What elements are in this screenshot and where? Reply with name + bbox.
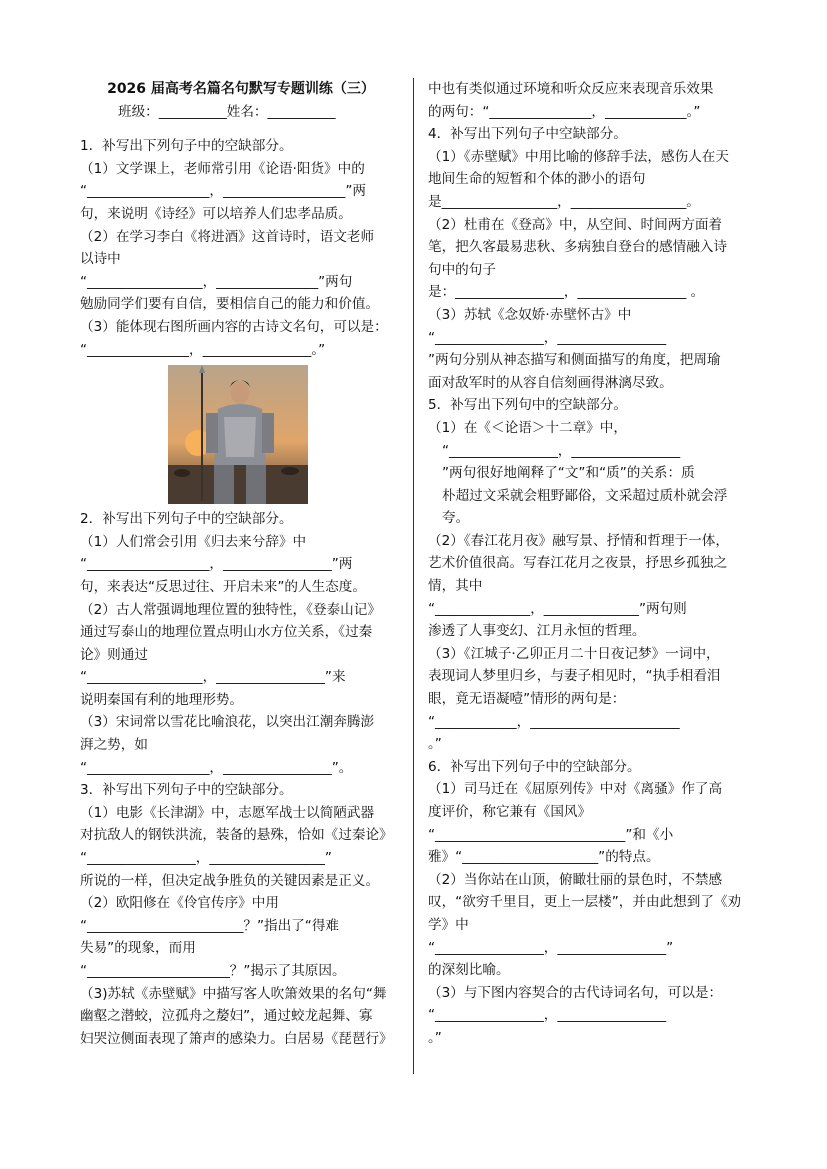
q2-2-prompt: （2）古人常强调地理位置的独特性，《登泰山记》 bbox=[80, 601, 381, 618]
q3-1-text: 对抗敌人的钢铁洪流，装备的悬殊，恰如《过秦论》 bbox=[80, 827, 393, 844]
q5-1-blank: “________________，________________ bbox=[442, 442, 681, 459]
q4-2-text2: 句中的句子 bbox=[428, 261, 496, 278]
q5-3-end: 。” bbox=[428, 736, 442, 753]
q2-2-text3: 说明秦国有利的地理形势。 bbox=[80, 691, 244, 708]
q5-3-text2: 眼，竟无语凝噎”情形的两句是： bbox=[428, 691, 626, 708]
q2-3-blank: “__________________，________________”。 bbox=[80, 759, 353, 776]
q4-1-prompt: （1）《赤壁赋》中用比喻的修辞手法，感伤人在天 bbox=[428, 148, 729, 165]
q6-2-text2: 学》中 bbox=[428, 916, 469, 933]
q6-1-text: 度评价，称它兼有《国风》 bbox=[428, 804, 592, 820]
q4-1-blank: 是_________________，_________________。 bbox=[428, 193, 700, 210]
q4-2-text: 笔，把久客最易悲秋、多病独自登台的感情融入诗 bbox=[428, 239, 728, 256]
q6-2-blank: “________________，________________” bbox=[428, 939, 674, 956]
q1-3-prompt: （3）能体现右图所画内容的古诗文名句，可以是： bbox=[80, 318, 388, 335]
q1-heading: 1．补写出下列句子中的空缺部分。 bbox=[80, 138, 293, 155]
q2-1-blank: “__________________，________________”两 bbox=[80, 556, 353, 573]
q4-1-text: 地间生命的短暂和个体的渺小的语句 bbox=[428, 171, 646, 188]
q4-heading: 4．补写出下列句子中空缺部分。 bbox=[428, 126, 627, 143]
q5-2-text: 艺术价值很高。写春江花月之夜景，抒思乡孤独之 bbox=[428, 555, 728, 572]
q5-1-text3: 夸。 bbox=[442, 510, 470, 527]
q5-3-prompt: （3）《江城子·乙卯正月二十日夜记梦》一词中， bbox=[428, 645, 720, 662]
q6-1-blank1: “____________________________”和《小 bbox=[428, 826, 674, 843]
q6-2-text: 叹，“欲穷千里目，更上一层楼”，并由此想到了《劝 bbox=[428, 894, 742, 911]
class-name-line: 班级：__________姓名：__________ bbox=[118, 103, 336, 120]
q3-3-prompt: （3)苏轼《赤壁赋》中描写客人吹箫效果的名句“舞 bbox=[80, 985, 387, 1002]
q6-3-prompt: （3）与下图内容契合的古代诗词名句，可以是： bbox=[428, 984, 723, 1001]
q5-2-text2: 情，其中 bbox=[428, 578, 483, 595]
q3-1-text2: 所说的一样，但决定战争胜负的关键因素是正义。 bbox=[80, 872, 380, 889]
q2-1-text: 句，来表达“反思过往、开启未来”的人生态度。 bbox=[80, 578, 366, 595]
warrior-picture bbox=[168, 365, 308, 504]
q5-3-blank: “____________，______________________ bbox=[428, 713, 680, 730]
q1-2-text: 以诗中 bbox=[80, 251, 121, 268]
q2-2-text: 通过写泰山的地理位置点明山水方位关系，《过秦 bbox=[80, 624, 373, 641]
q5-1-prompt: （1）在《＜论语＞十二章》中， bbox=[428, 419, 627, 436]
q3-1-blank: “________________，_________________” bbox=[80, 850, 332, 867]
left-column bbox=[80, 78, 402, 1050]
q2-2-blank: “_________________，________________”来 bbox=[80, 669, 346, 686]
q1-2-prompt: （2）在学习李白《将进酒》这首诗时，语文老师 bbox=[80, 228, 375, 245]
q1-1-blank: “__________________，__________________”两 bbox=[80, 183, 366, 200]
q6-2-prompt: （2）当你站在山顶，俯瞰壮丽的景色时，不禁感 bbox=[428, 871, 723, 888]
q2-3-prompt: （3）宋词常以雪花比喻浪花，以突出江潮奔腾澎 bbox=[80, 714, 375, 731]
q6-1-prompt: （1）司马迁在《屈原列传》中对《离骚》作了高 bbox=[428, 781, 723, 798]
page-title: 2026 届高考名篇名句默写专题训练（三） bbox=[107, 81, 375, 97]
q3-3-blank: 的两句：“_______________，____________。” bbox=[428, 103, 701, 120]
q2-1-prompt: （1）人们常会引用《归去来兮辞》中 bbox=[80, 533, 307, 550]
q5-3-text: 表现词人梦里归乡，与妻子相见时，“执手相看泪 bbox=[428, 668, 721, 685]
q3-3-text2: 妇哭泣侧面表现了箫声的感染力。白居易《琵琶行》 bbox=[80, 1030, 393, 1047]
q5-1-text2: 朴超过文采就会粗野鄙俗，文采超过质朴就会浮 bbox=[442, 487, 728, 504]
q5-2-text3: 渗透了人事变幻、江月永恒的哲理。 bbox=[428, 623, 646, 640]
q6-2-text3: 的深刻比喻。 bbox=[428, 962, 510, 979]
q1-2-text2: 勉励同学们要有自信，要相信自己的能力和价值。 bbox=[80, 296, 380, 313]
q4-3-prompt: （3）苏轼《念奴娇·赤壁怀古》中 bbox=[428, 306, 632, 323]
q3-1-prompt: （1）电影《长津湖》中，志愿军战士以简陋武器 bbox=[80, 804, 375, 821]
q6-1-blank2: 雅》“____________________”的特点。 bbox=[428, 849, 660, 866]
q1-2-blank: “_________________，_______________”两句 bbox=[80, 273, 353, 290]
q4-2-blank: 是：________________，________________ 。 bbox=[428, 284, 705, 301]
q5-1-text: ”两句很好地阐释了“文”和“质”的关系：质 bbox=[442, 465, 695, 482]
q5-2-blank: “______________，______________”两句则 bbox=[428, 600, 687, 617]
q5-heading: 5．补写出下列句中的空缺部分。 bbox=[428, 397, 627, 414]
right-column bbox=[428, 78, 750, 1050]
q4-3-blank: “________________，________________ bbox=[428, 329, 667, 346]
q1-1-prompt: （1）文学课上，老师常引用《论语·阳货》中的 bbox=[80, 160, 365, 177]
q3-2-text: 失易”的现象，而用 bbox=[80, 940, 196, 957]
q6-heading: 6．补写出下列句子中的空缺部分。 bbox=[428, 758, 641, 775]
q2-3-text: 湃之势，如 bbox=[80, 737, 148, 754]
q6-3-blank: “________________，________________ bbox=[428, 1007, 667, 1024]
q1-3-blank: “_______________，________________。” bbox=[80, 341, 326, 358]
q3-2-blank1: “_______________________？”指出了“得难 bbox=[80, 917, 340, 934]
q3-heading: 3．补写出下列句子中的空缺部分。 bbox=[80, 782, 293, 799]
q2-heading: 2．补写出下列句子中的空缺部分。 bbox=[80, 511, 293, 528]
q3-3-cont: 中也有类似通过环境和听众反应来表现音乐效果 bbox=[428, 81, 714, 97]
column-divider bbox=[413, 78, 414, 1074]
q4-2-prompt: （2）杜甫在《登高》中，从空间、时间两方面着 bbox=[428, 216, 723, 233]
q2-2-text2: 论》则通过 bbox=[80, 646, 148, 663]
q5-2-prompt: （2）《春江花月夜》融写景、抒情和哲理于一体， bbox=[428, 532, 729, 549]
q4-3-text2: 面对敌军时的从容自信刻画得淋漓尽致。 bbox=[428, 374, 673, 391]
q3-3-text: 幽壑之潜蛟，泣孤舟之嫠妇”，通过蛟龙起舞、寡 bbox=[80, 1008, 373, 1025]
q4-3-text: ”两句分别从神态描写和侧面描写的角度，把周瑜 bbox=[428, 352, 721, 369]
q1-1-text: 句，来说明《诗经》可以培养人们忠孝品质。 bbox=[80, 205, 352, 222]
q3-2-blank2: “_____________________？”揭示了其原因。 bbox=[80, 963, 346, 979]
q6-3-end: 。” bbox=[428, 1029, 442, 1046]
q3-2-prompt: （2）欧阳修在《伶官传序》中用 bbox=[80, 895, 279, 912]
